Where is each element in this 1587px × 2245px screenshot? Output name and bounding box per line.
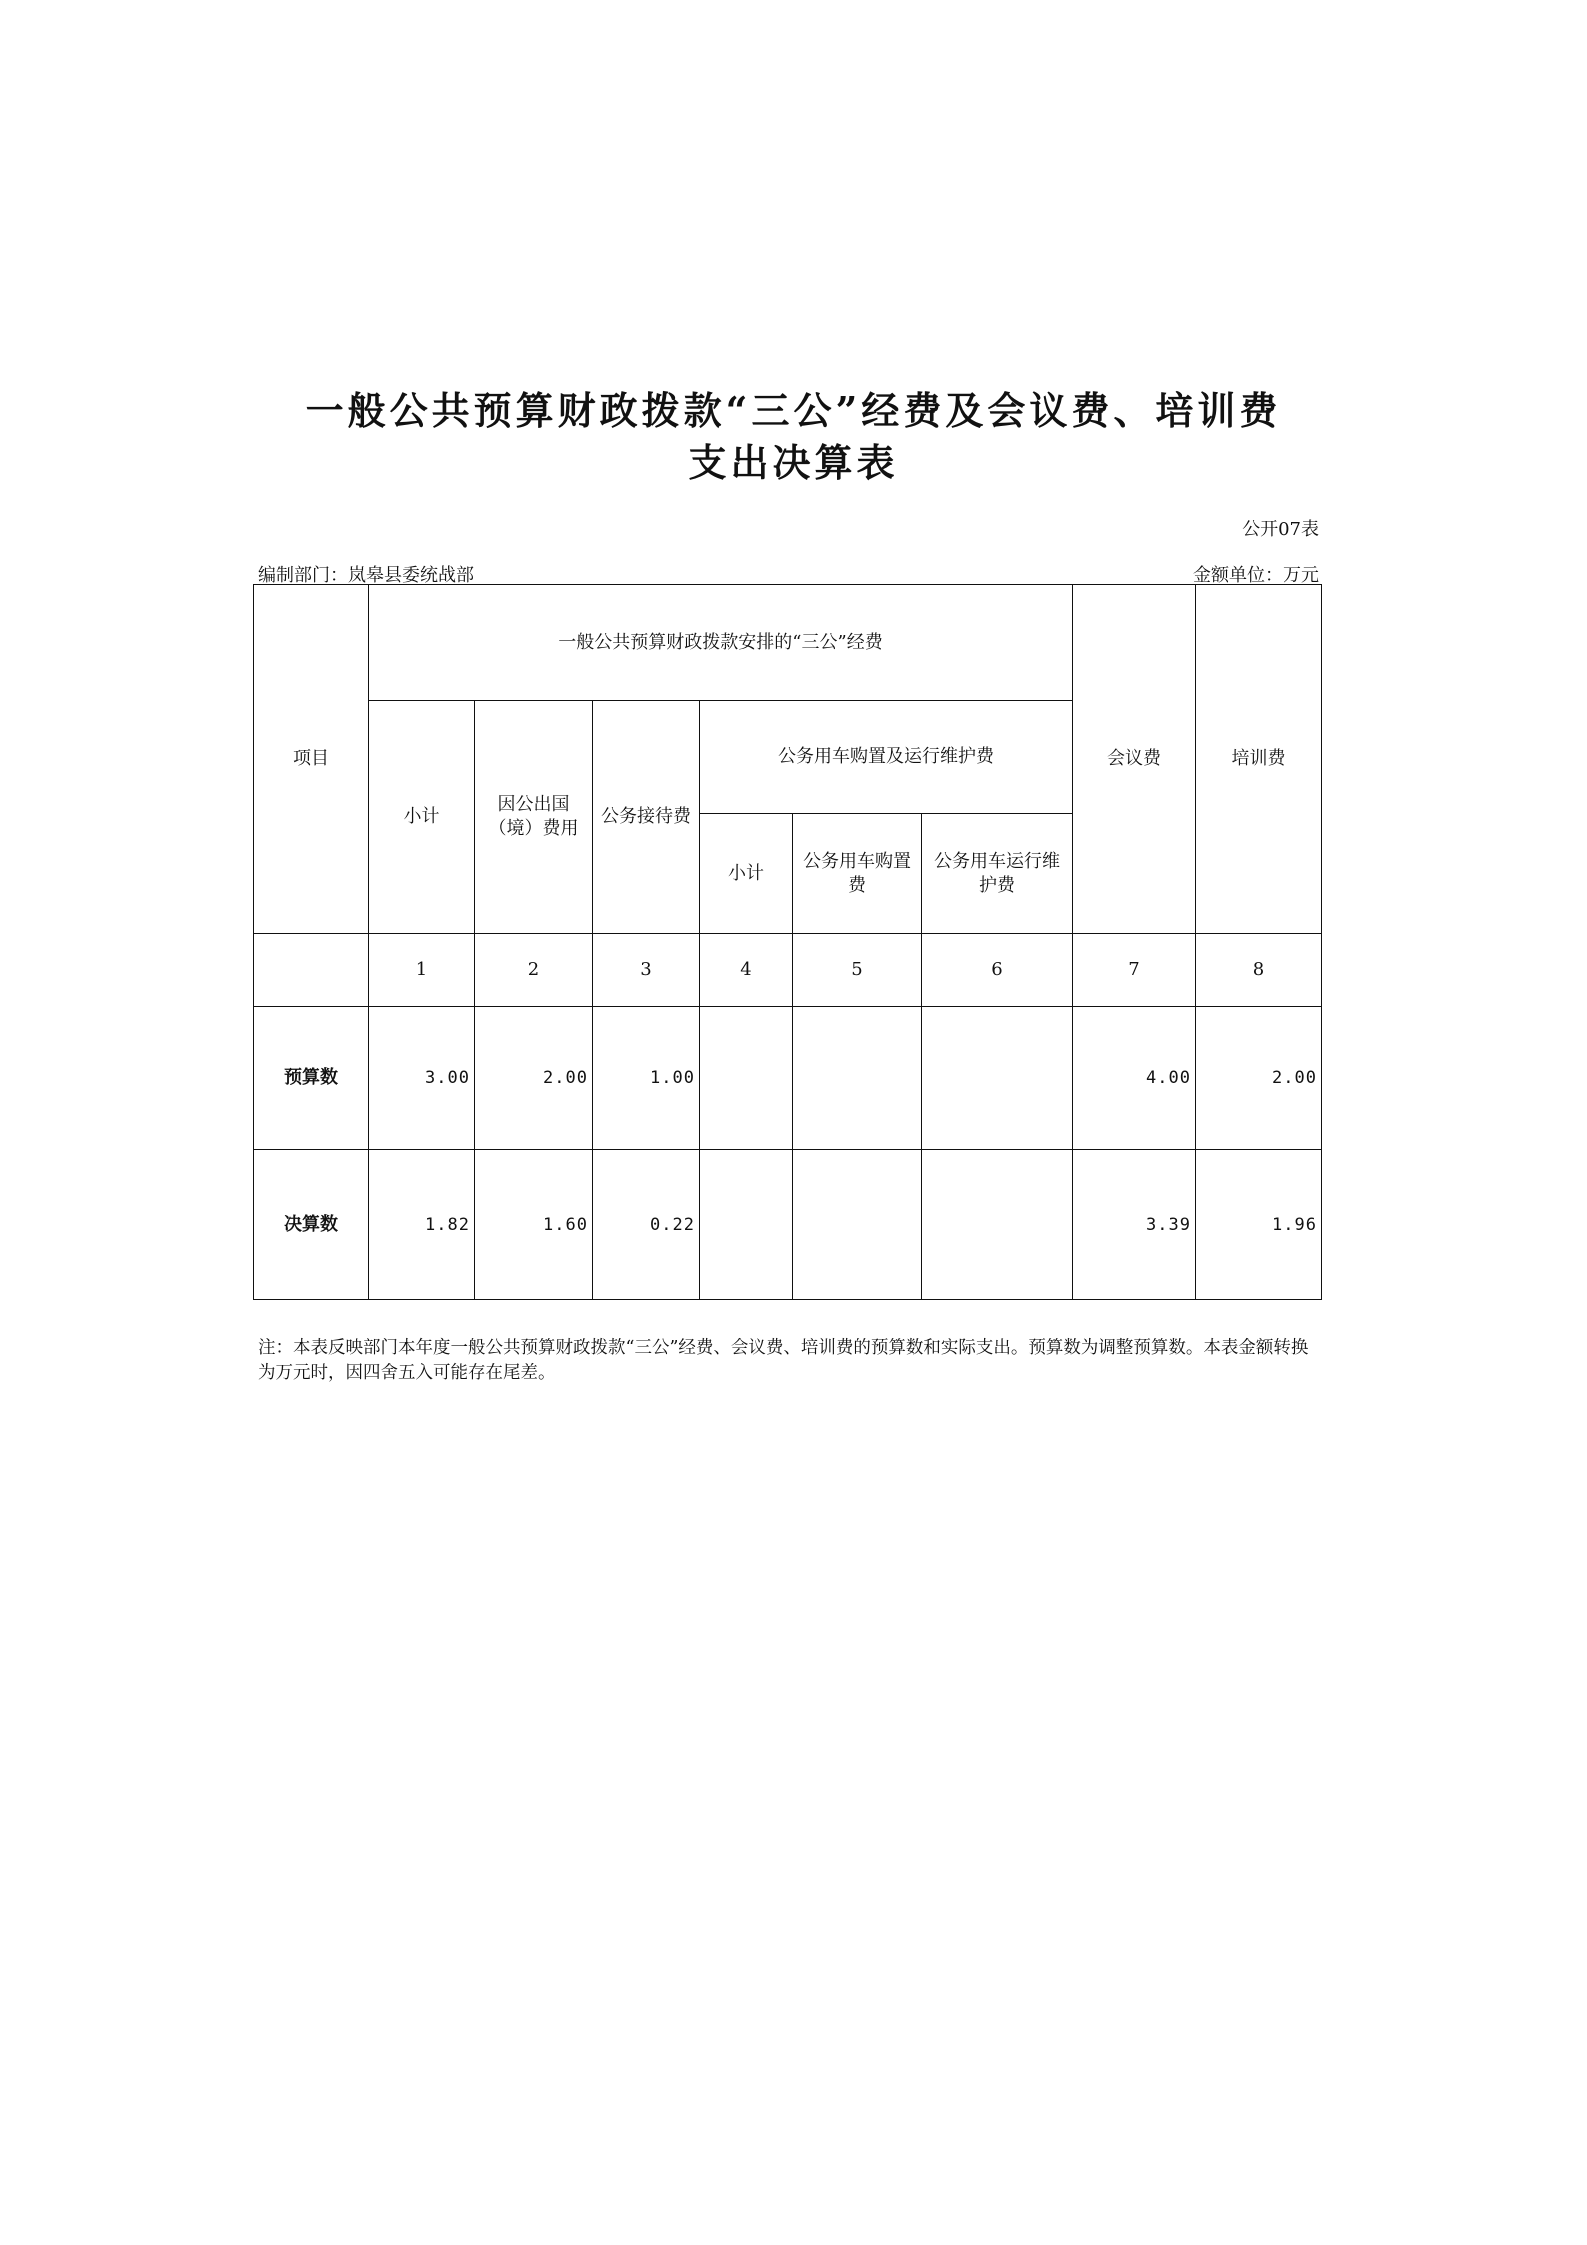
- page-title-line2: 支出决算表: [688, 440, 899, 485]
- budget-table: [253, 584, 1322, 1300]
- column-number: 4: [700, 934, 793, 1007]
- header-meeting-fee: 会议费: [1073, 585, 1196, 934]
- header-vehicle-purchase: 公务用车购置费: [793, 814, 922, 934]
- row-label-budget: 预算数: [254, 1007, 369, 1150]
- column-number: 5: [793, 934, 922, 1007]
- column-number: 1: [369, 934, 475, 1007]
- final-reception: 0.22: [593, 1150, 700, 1300]
- budget-vehicle-operation: [922, 1007, 1073, 1150]
- unit-label: 金额单位：万元: [1193, 565, 1319, 586]
- budget-abroad: 2.00: [475, 1007, 593, 1150]
- header-three-public-group: 一般公共预算财政拨款安排的“三公”经费: [369, 585, 1073, 701]
- table-row-budget: [254, 1007, 1322, 1150]
- final-training: 1.96: [1196, 1150, 1322, 1300]
- budget-training: 2.00: [1196, 1007, 1322, 1150]
- footnote: 注：本表反映部门本年度一般公共预算财政拨款“三公”经费、会议费、培训费的预算数和实际支出。预算数为调整预算数。本表金额转换为万元时，因四舍五入可能存在尾差。: [258, 1338, 1309, 1383]
- final-subtotal: 1.82: [369, 1150, 475, 1300]
- budget-subtotal: 3.00: [369, 1007, 475, 1150]
- header-reception-fee: 公务接待费: [593, 701, 700, 934]
- department-label: 编制部门：岚皋县委统战部: [258, 565, 474, 586]
- form-number: 公开07表: [1242, 519, 1319, 540]
- budget-vehicle-subtotal: [700, 1007, 793, 1150]
- page-title-line1: 一般公共预算财政拨款“三公”经费及会议费、培训费: [305, 388, 1282, 433]
- final-vehicle-purchase: [793, 1150, 922, 1300]
- row-label-final: 决算数: [254, 1150, 369, 1300]
- table-row-final: [254, 1150, 1322, 1300]
- final-vehicle-subtotal: [700, 1150, 793, 1300]
- header-vehicle-operation: 公务用车运行维护费: [922, 814, 1073, 934]
- header-training-fee: 培训费: [1196, 585, 1322, 934]
- final-meeting: 3.39: [1073, 1150, 1196, 1300]
- budget-vehicle-purchase: [793, 1007, 922, 1150]
- header-vehicle-subtotal: 小计: [700, 814, 793, 934]
- column-number: 6: [922, 934, 1073, 1007]
- budget-reception: 1.00: [593, 1007, 700, 1150]
- header-abroad-fee: 因公出国（境）费用: [475, 701, 593, 934]
- budget-meeting: 4.00: [1073, 1007, 1196, 1150]
- column-number: 8: [1196, 934, 1322, 1007]
- final-vehicle-operation: [922, 1150, 1073, 1300]
- header-item: 项目: [254, 585, 369, 934]
- final-abroad: 1.60: [475, 1150, 593, 1300]
- column-number: 7: [1073, 934, 1196, 1007]
- header-subtotal: 小计: [369, 701, 475, 934]
- column-number: 2: [475, 934, 593, 1007]
- column-number: 3: [593, 934, 700, 1007]
- header-vehicle-group: 公务用车购置及运行维护费: [700, 701, 1073, 814]
- column-number-item-blank: [254, 934, 369, 1007]
